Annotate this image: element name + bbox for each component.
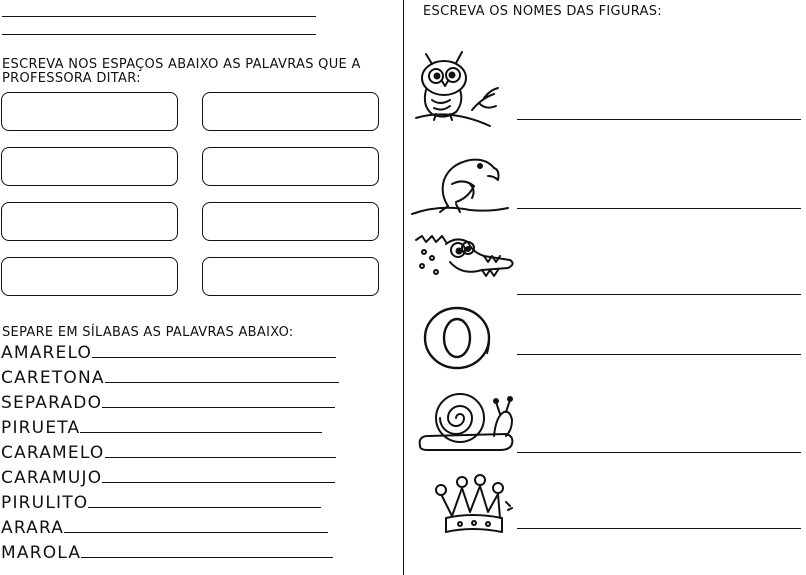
dictation-box-5[interactable] [1,202,178,241]
snail-icon [414,390,518,456]
answer-line[interactable] [105,457,336,458]
word-row-4 [1,418,322,438]
figure-answer-line-1[interactable] [517,119,801,120]
answer-line[interactable] [81,557,333,558]
word-label: PIRULITO [1,493,89,513]
owl-icon [410,48,502,130]
name-line-2[interactable] [2,34,316,35]
word-label: CARETONA [1,368,105,388]
alligator-icon [412,232,516,290]
word-row-3 [1,393,335,413]
letter-o-icon [421,304,497,372]
figure-answer-line-4[interactable] [517,354,801,355]
dictation-box-7[interactable] [1,257,178,296]
dictation-box-3[interactable] [1,147,178,186]
answer-line[interactable] [102,407,335,408]
word-label: SEPARADO [1,393,103,413]
dictation-box-1[interactable] [1,92,178,131]
word-row-8 [1,518,328,538]
syllables-instruction: SEPARE EM SÍLABAS AS PALAVRAS ABAIXO: [2,325,294,340]
dictation-instruction: ESCREVA NOS ESPAÇOS ABAIXO AS PALAVRAS QUE A PROFESSORA DITAR: [2,57,361,86]
word-label: CARAMUJO [1,468,103,488]
word-row-2 [1,368,339,388]
dictation-box-8[interactable] [202,257,379,296]
word-row-7 [1,493,321,513]
word-label: PIRUETA [1,418,81,438]
dictation-box-2[interactable] [202,92,379,131]
dictation-box-4[interactable] [202,147,379,186]
word-row-5 [1,443,336,463]
word-label: MAROLA [1,543,82,563]
dictation-box-6[interactable] [202,202,379,241]
answer-line[interactable] [105,382,339,383]
answer-line[interactable] [92,357,336,358]
parrot-icon [410,154,510,220]
answer-line[interactable] [88,507,321,508]
figure-answer-line-6[interactable] [517,528,801,529]
answer-line[interactable] [80,432,322,433]
figures-instruction: ESCREVA OS NOMES DAS FIGURAS: [423,4,662,19]
figure-answer-line-2[interactable] [517,208,801,209]
word-row-1 [1,343,336,363]
column-divider [403,0,404,575]
name-line-1[interactable] [2,16,316,17]
word-row-6 [1,468,335,488]
answer-line[interactable] [64,532,328,533]
word-label: AMARELO [1,343,93,363]
crown-icon [432,472,518,540]
figure-answer-line-5[interactable] [517,452,801,453]
word-row-9 [1,543,333,563]
word-label: ARARA [1,518,65,538]
word-label: CARAMELO [1,443,105,463]
figure-answer-line-3[interactable] [517,294,801,295]
answer-line[interactable] [102,482,335,483]
